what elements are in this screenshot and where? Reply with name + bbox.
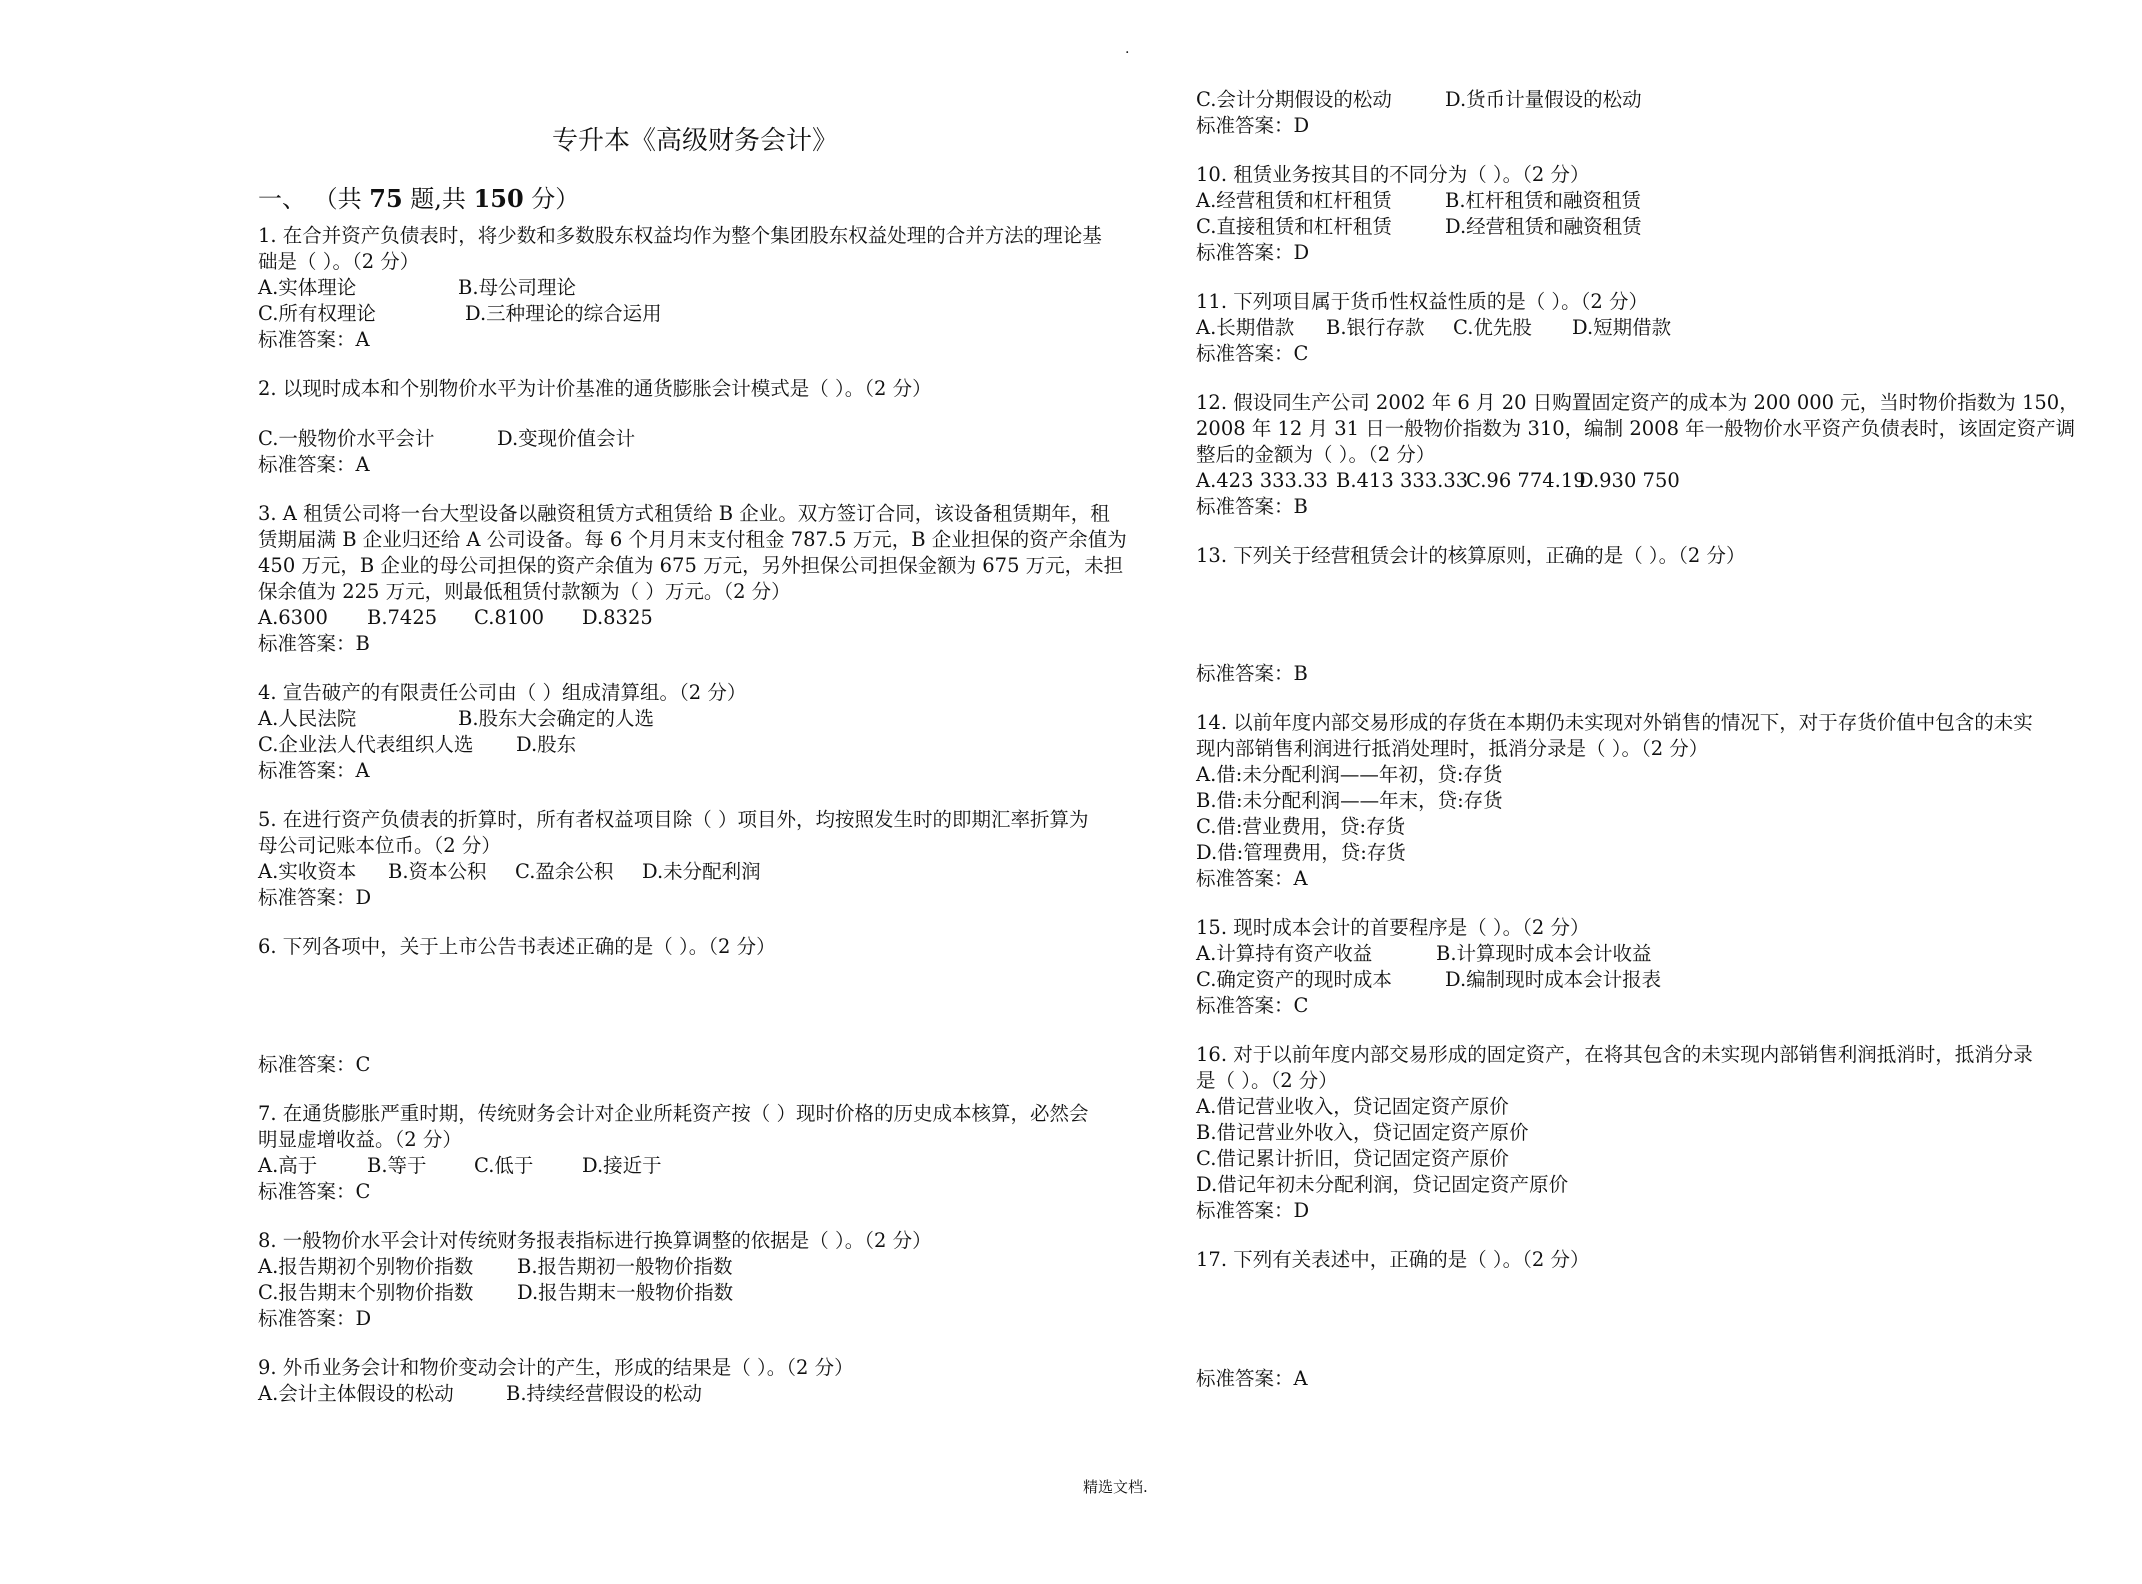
answer: 标准答案：C [1196,994,1309,1017]
question-text: 保余值为 225 万元，则最低租赁付款额为（ ）万元。（2 分） [258,580,791,603]
option-d: D.借记年初未分配利润，贷记固定资产原价 [1196,1173,1569,1196]
option-a: A.长期借款 [1196,316,1295,339]
question-text: 16. 对于以前年度内部交易形成的固定资产，在将其包含的未实现内部销售利润抵消时，抵消分录 [1196,1043,2033,1066]
option-a: A.借记营业收入，贷记固定资产原价 [1196,1095,1509,1118]
option-b: B.413 333.33 [1336,469,1469,492]
header-mark: . [1125,41,1130,57]
answer: 标准答案：A [1196,1367,1308,1390]
option-d: D.930 750 [1578,469,1680,492]
option-c: C.低于 [474,1154,534,1177]
option-a: A.6300 [258,606,328,629]
section-question-count: 75 [369,184,403,213]
question-text: 赁期届满 B 企业归还给 A 公司设备。每 6 个月月末支付租金 787.5 万元，B 企业担保的资产余值为 [258,528,1127,551]
answer: 标准答案：C [1196,342,1309,365]
question-text: 母公司记账本位币。（2 分） [258,834,501,857]
answer: 标准答案：B [1196,495,1308,518]
answer: 标准答案：A [258,759,370,782]
question-text: 6. 下列各项中，关于上市公告书表述正确的是（ ）。（2 分） [258,935,776,958]
question-text: 4. 宣告破产的有限责任公司由（ ）组成清算组。（2 分） [258,681,747,704]
option-c: C.借:营业费用，贷:存货 [1196,815,1406,838]
question-text: 450 万元，B 企业的母公司担保的资产余值为 675 万元，另外担保公司担保金额为 675 万元，未担 [258,554,1124,577]
question-text: 明显虚增收益。（2 分） [258,1128,462,1151]
option-d: D.三种理论的综合运用 [465,302,662,325]
answer: 标准答案：B [1196,662,1308,685]
answer: 标准答案：A [1196,867,1308,890]
section-heading [258,186,579,213]
question-text: 11. 下列项目属于货币性权益性质的是（ ）。（2 分） [1196,290,1649,313]
question-text: 3. A 租赁公司将一台大型设备以融资租赁方式租赁给 B 企业。双方签订合同，该设备租赁期年，租 [258,502,1110,525]
answer: 标准答案：B [258,632,370,655]
option-a: A.人民法院 [258,707,357,730]
option-b: B.持续经营假设的松动 [506,1382,703,1405]
option-c: C.报告期末个别物价指数 [258,1281,474,1304]
option-d: D.货币计量假设的松动 [1445,88,1642,111]
question-text: 现内部销售利润进行抵消处理时，抵消分录是（ ）。（2 分） [1196,737,1709,760]
question-text: 础是（ ）。（2 分） [258,250,420,273]
option-b: B.等于 [367,1154,427,1177]
option-a: A.高于 [258,1154,318,1177]
question-text: 17. 下列有关表述中，正确的是（ ）。（2 分） [1196,1248,1590,1271]
option-b: B.股东大会确定的人选 [458,707,655,730]
page-footer: 精选文档. [1083,1478,1148,1496]
option-d: D.经营租赁和融资租赁 [1445,215,1642,238]
option-a: A.借:未分配利润——年初，贷:存货 [1196,763,1503,786]
option-a: A.计算持有资产收益 [1196,942,1373,965]
answer: 标准答案：D [1196,241,1310,264]
option-c: C.96 774.19 [1466,469,1586,492]
option-b: B.报告期初一般物价指数 [517,1255,733,1278]
option-b: B.借:未分配利润——年末，贷:存货 [1196,789,1503,812]
option-d: D.编制现时成本会计报表 [1445,968,1662,991]
option-b: B.母公司理论 [458,276,577,299]
option-c: C.8100 [474,606,545,629]
section-mid: 题,共 [402,185,474,213]
question-text: 2008 年 12 月 31 日一般物价指数为 310，编制 2008 年一般物价水平资产负债表时，该固定资产调 [1196,417,2076,440]
option-d: D.借:管理费用，贷:存货 [1196,841,1406,864]
section-suffix: 分） [523,185,580,213]
question-text: 1. 在合并资产负债表时，将少数和多数股东权益均作为整个集团股东权益处理的合并方法的理论基 [258,224,1102,247]
question-text: 8. 一般物价水平会计对传统财务报表指标进行换算调整的依据是（ ）。（2 分） [258,1229,932,1252]
answer: 标准答案：D [258,1307,372,1330]
question-text: 5. 在进行资产负债表的折算时，所有者权益项目除（ ）项目外，均按照发生时的即期汇率折算为 [258,808,1089,831]
option-b: B.借记营业外收入，贷记固定资产原价 [1196,1121,1529,1144]
question-text: 12. 假设同生产公司 2002 年 6 月 20 日购置固定资产的成本为 200 000 元，当时物价指数为 150， [1196,391,2079,414]
option-d: D.报告期末一般物价指数 [517,1281,734,1304]
question-text: 整后的金额为（ ）。（2 分） [1196,443,1436,466]
option-d: D.接近于 [582,1154,662,1177]
option-d: D.未分配利润 [642,860,761,883]
question-text: 13. 下列关于经营租赁会计的核算原则，正确的是（ ）。（2 分） [1196,544,1746,567]
question-text: 14. 以前年度内部交易形成的存货在本期仍未实现对外销售的情况下，对于存货价值中包含的未实 [1196,711,2033,734]
option-a: A.423 333.33 [1196,469,1328,492]
option-b: B.资本公积 [388,860,487,883]
option-c: C.直接租赁和杠杆租赁 [1196,215,1392,238]
question-text: 10. 租赁业务按其目的不同分为（ ）。（2 分） [1196,163,1590,186]
option-c: C.会计分期假设的松动 [1196,88,1392,111]
section-points: 150 [473,184,524,213]
answer: 标准答案：D [1196,1199,1310,1222]
question-text: 是（ ）。（2 分） [1196,1069,1338,1092]
option-a: A.实体理论 [258,276,357,299]
option-a: A.会计主体假设的松动 [258,1382,454,1405]
answer: 标准答案：D [258,886,372,909]
section-prefix: 一、 （共 [258,185,370,213]
option-b: B.杠杆租赁和融资租赁 [1445,189,1642,212]
question-text: 15. 现时成本会计的首要程序是（ ）。（2 分） [1196,916,1590,939]
option-c: C.优先股 [1453,316,1532,339]
option-b: B.7425 [367,606,438,629]
answer: 标准答案：D [1196,114,1310,137]
option-c: C.盈余公积 [515,860,614,883]
option-a: A.经营租赁和杠杆租赁 [1196,189,1392,212]
answer: 标准答案：C [258,1053,371,1076]
question-text: 7. 在通货膨胀严重时期，传统财务会计对企业所耗资产按（ ）现时价格的历史成本核算，必然会 [258,1102,1089,1125]
question-text: 9. 外币业务会计和物价变动会计的产生，形成的结果是（ ）。（2 分） [258,1356,854,1379]
answer: 标准答案：A [258,328,370,351]
option-a: A.实收资本 [258,860,357,883]
page-title: 专升本《高级财务会计》 [552,126,839,156]
option-b: B.银行存款 [1326,316,1425,339]
option-c: C.所有权理论 [258,302,376,325]
answer: 标准答案：C [258,1180,371,1203]
question-text: 2. 以现时成本和个别物价水平为计价基准的通货膨胀会计模式是（ ）。（2 分） [258,377,932,400]
answer: 标准答案：A [258,453,370,476]
option-c: C.确定资产的现时成本 [1196,968,1392,991]
option-d: D.股东 [516,733,577,756]
option-d: D.8325 [582,606,653,629]
option-b: B.计算现时成本会计收益 [1436,942,1652,965]
option-c: C.借记累计折旧，贷记固定资产原价 [1196,1147,1509,1170]
option-c: C.企业法人代表组织人选 [258,733,474,756]
option-a: A.报告期初个别物价指数 [258,1255,474,1278]
option-c: C.一般物价水平会计 [258,427,435,450]
option-d: D.短期借款 [1572,316,1672,339]
option-d: D.变现价值会计 [497,427,636,450]
